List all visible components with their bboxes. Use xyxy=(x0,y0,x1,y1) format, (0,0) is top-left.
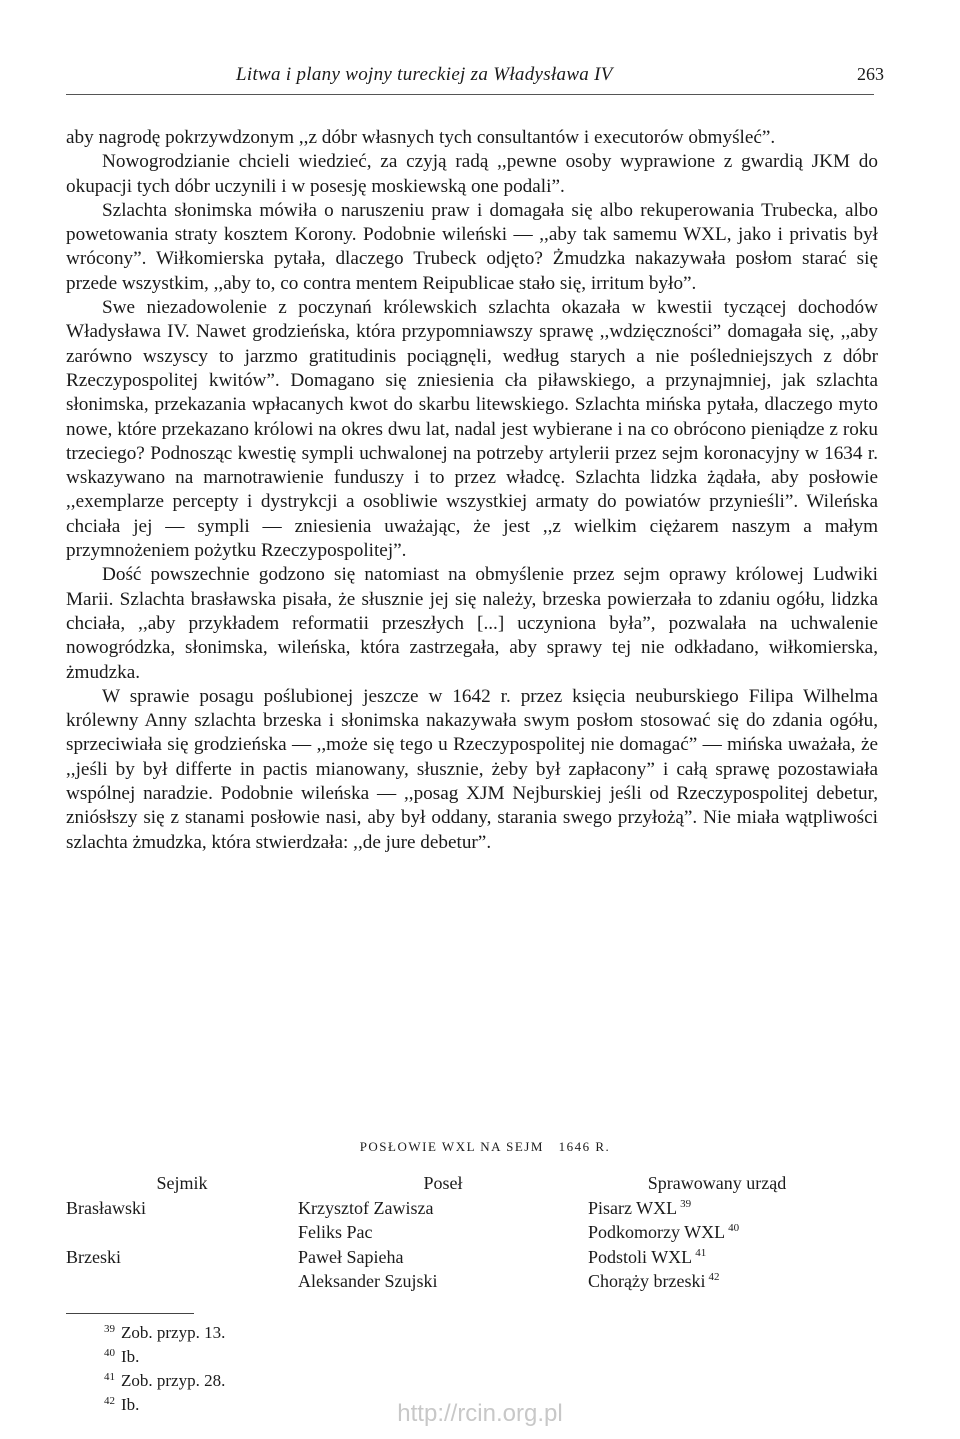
footnote-text: Zob. przyp. 13. xyxy=(121,1323,226,1342)
table-row xyxy=(66,1247,846,1272)
table-title-text: POSŁOWIE WXL NA SEJM xyxy=(359,1139,544,1154)
cell-urzad xyxy=(588,1198,846,1223)
table-row xyxy=(66,1271,846,1296)
office-text: Pisarz WXL xyxy=(588,1197,678,1218)
cell-posel: Paweł Sapieha xyxy=(298,1246,404,1267)
table-header-row xyxy=(66,1173,846,1198)
watermark: http://rcin.org.pl xyxy=(397,1400,563,1427)
footnote xyxy=(104,1370,225,1394)
body-text xyxy=(66,126,878,855)
running-title: Litwa i plany wojny tureckiej za Władysława IV xyxy=(236,64,613,85)
delegates-table xyxy=(66,1173,846,1296)
col-header-posel: Poseł xyxy=(423,1173,463,1193)
footnote-text: Ib. xyxy=(121,1395,140,1414)
page-number: 263 xyxy=(857,64,884,84)
footnote-text: Zob. przyp. 28. xyxy=(121,1371,226,1390)
cell-posel: Aleksander Szujski xyxy=(298,1271,438,1291)
cell-posel: Feliks Pac xyxy=(298,1222,373,1242)
office-text: Podstoli WXL xyxy=(588,1246,693,1267)
cell-sejmik xyxy=(66,1271,298,1296)
cell-posel: Krzysztof Zawisza xyxy=(298,1197,434,1218)
table-row xyxy=(66,1198,846,1223)
cell-sejmik: Brzeski xyxy=(66,1246,121,1267)
cell-urzad xyxy=(588,1271,846,1296)
table-title xyxy=(0,1139,960,1155)
table-row xyxy=(66,1222,846,1247)
paragraph: aby nagrodę pokrzywdzonym ,,z dóbr własnych tych consultantów i executorów obmyśleć”. xyxy=(66,127,776,148)
footnote xyxy=(104,1322,225,1346)
paragraph: Szlachta słonimska mówiła o naruszeniu praw i domagała się albo rekuperowania Trubecka, albo powetowania straty kosztem Korony. Podobnie wileński — ,,aby tak samemu WXL, jako i privatis był wrócony”. Wiłkomierska pytała, dlaczego Trubeck odjęto? Żmudzka nakazywała posłom starać się przede wszystkim, ,,aby to, co contra mentem Reipublicae stało się, irritum było”. xyxy=(66,199,878,294)
office-text: Chorąży brzeski xyxy=(588,1271,706,1291)
footnote-ref: 41 xyxy=(695,1246,707,1259)
running-header xyxy=(66,64,884,95)
footnote-number: 40 xyxy=(104,1347,115,1359)
paragraph: W sprawie posagu poślubionej jeszcze w 1642 r. przez księcia neuburskiego Filipa Wilhelma królewny Anny szlachta brzeska i słonimska nakazywała swym posłom stosować się do zdania ogółu, sprzeciwiała się grodzieńska — ,,może się tego u Rzeczypospolitej nie domagać” — mińska uważała, że ,,jeśli by był differte in pactis mianowany, słusznie, żeby był zapłacony” i całą sprawę pozostawiała wspólnej naradzie. Podobnie wileńska — ,,posag XJM Nejburskiej jeśli od Rzeczypospolitej debetur, zniósłszy się z stanami posłowie nasi, aby był oddany, starania swego przyłożą”. Nie miała wątpliwości szlachta żmudzka, która stwierdzała: ,,de jure debetur”. xyxy=(66,685,878,853)
footnote-ref: 39 xyxy=(680,1197,692,1210)
col-header-sejmik: Sejmik xyxy=(156,1173,208,1193)
paragraph: Dość powszechnie godzono się natomiast na obmyślenie przez sejm oprawy królowej Ludwiki Marii. Szlachta brasławska pisała, że słusznie jej się należy, brzeska powierzała to zdaniu ogółu, lidzka chciała, ,,aby przykładem reformatii przeszłych [...] uczyniona była”, pozwalała na uchwalenie nowogródzka, słonimska, wileńska, która zastrzegała, aby sprawy tej nie odkładano, wiłkomierska, żmudzka. xyxy=(66,564,878,683)
footnote-ref: 40 xyxy=(728,1222,740,1234)
footnote-number: 41 xyxy=(104,1371,115,1383)
footnote-number: 42 xyxy=(104,1395,115,1407)
cell-sejmik xyxy=(66,1222,298,1247)
paragraph: Swe niezadowolenie z poczynań królewskich szlachta okazała w kwestii tyczącej dochodów Władysława IV. Nawet grodzieńska, która przypomniawszy sprawę ,,wdzięczności” domagała się, ,,aby zarówno wszyscy to jarzmo gratitudinis pociągnęli, według starych a nie pośledniejszych z dóbr Rzeczypospolitej kwitów”. Domagano się zniesienia cła piławskiego, a przynajmniej, jak szlachta słonimska, przekazania wpłacanych kwot do skarbu litewskiego. Szlachta mińska pytała, dlaczego myto nowe, które przekazano królowi na okres dwu lat, nadal jest wybierane i na co obrócono pieniądze z roku trzeciego? Podnosząc kwestię sympli uchwalonej na potrzeby artylerii przez sejm koronacyjny w 1634 r. wskazywano na marnotrawienie funduszy i to przez władcę. Szlachta lidzka żądała, aby posłowie ,,exemplarze percepty i dystrykcji a osobliwie wszystkiej armaty do powiatów przynieśli”. Wileńska chciała jej — sympli — zniesienia uważając, że jest ,,z wielkim ciężarem naszym a małym przymnożeniem pożytku Rzeczypospolitej”. xyxy=(66,297,878,562)
footnote-divider xyxy=(66,1313,194,1314)
cell-sejmik: Brasławski xyxy=(66,1197,146,1218)
cell-urzad xyxy=(588,1222,846,1247)
footnote-text: Ib. xyxy=(121,1347,140,1366)
paragraph: Nowogrodzianie chcieli wiedzieć, za czyją radą ,,pewne osoby wyprawione z gwardią JKM do okupacji tych dóbr uczynili i w posesję moskiewską one podali”. xyxy=(66,151,878,197)
footnote xyxy=(104,1346,225,1370)
footnote-ref: 42 xyxy=(708,1271,720,1283)
col-header-urzad: Sprawowany urząd xyxy=(647,1173,787,1193)
cell-urzad xyxy=(588,1247,846,1272)
footnote-number: 39 xyxy=(104,1323,115,1335)
office-text: Podkomorzy WXL xyxy=(588,1222,726,1242)
table-title-year: 1646 R. xyxy=(558,1139,611,1154)
